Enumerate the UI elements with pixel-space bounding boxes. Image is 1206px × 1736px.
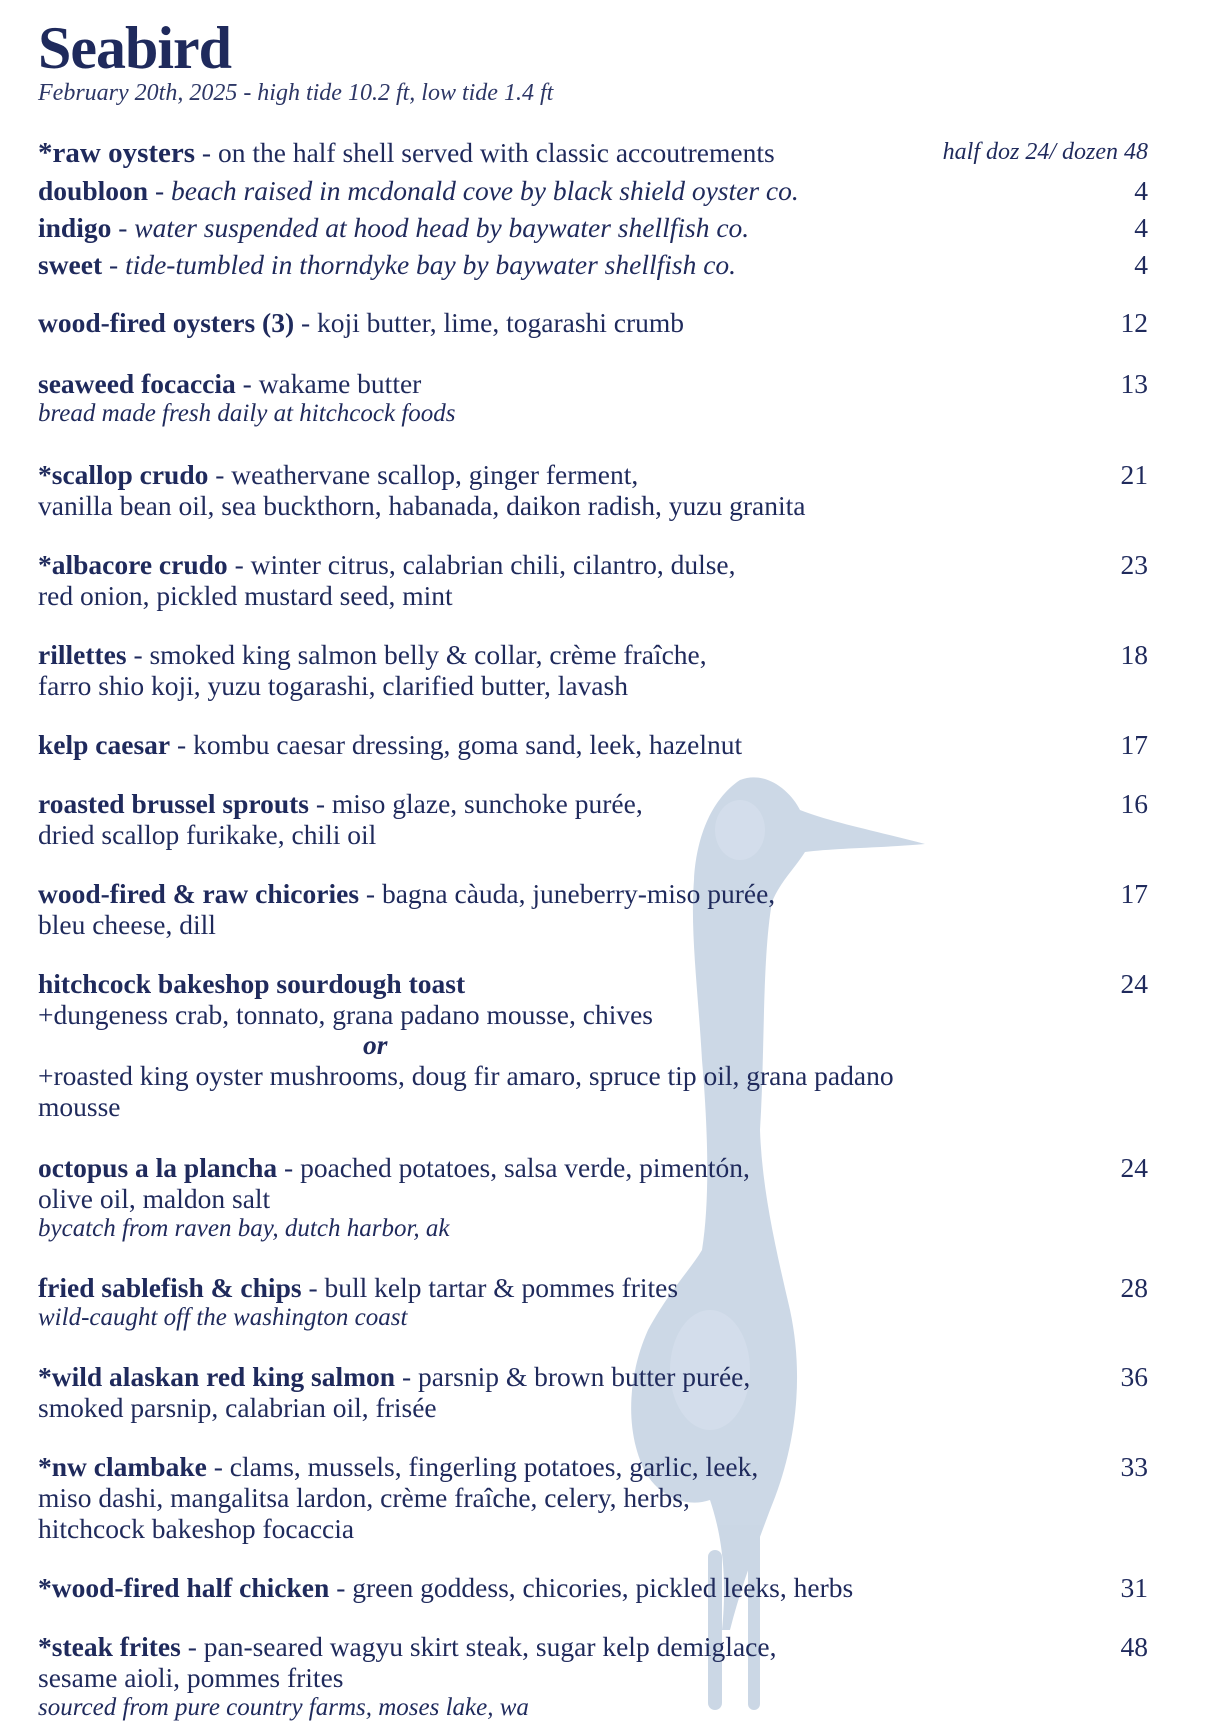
item-separator: -	[126, 639, 150, 670]
item-name: *wild alaskan red king salmon	[38, 1361, 396, 1392]
item-price: 24	[1120, 968, 1148, 999]
item-separator: -	[111, 212, 135, 243]
toast-option-1: +dungeness crab, tonnato, grana padano mousse, chives	[38, 999, 653, 1030]
item-description: koji butter, lime, togarashi crumb	[317, 307, 685, 338]
item-price: half doz 24/ dozen 48	[942, 139, 1148, 165]
item-name: octopus a la plancha	[38, 1152, 278, 1183]
menu-item	[38, 788, 1148, 850]
item-separator: -	[195, 137, 218, 168]
item-description: miso glaze, sunchoke purée,	[331, 788, 643, 819]
oyster-variety-row	[38, 209, 1148, 246]
item-description-cont: smoked parsnip, calabrian oil, frisée	[38, 1392, 437, 1423]
item-separator: -	[148, 175, 171, 206]
item-description: green goddess, chicories, pickled leeks, herbs	[352, 1572, 854, 1603]
menu-item	[38, 639, 1148, 701]
menu-item	[38, 307, 1148, 338]
item-separator: -	[180, 1631, 204, 1662]
menu-item	[38, 729, 1148, 760]
item-description-cont: vanilla bean oil, sea buckthorn, habanada, daikon radish, yuzu granita	[38, 490, 806, 521]
item-price: 21	[1120, 459, 1148, 490]
toast-option-2: +roasted king oyster mushrooms, doug fir amaro, spruce tip oil, grana padano	[38, 1060, 894, 1091]
item-note: bread made fresh daily at hitchcock foods	[38, 400, 456, 427]
menu-content	[38, 16, 1148, 1723]
item-description: wakame butter	[258, 368, 422, 399]
item-name: doubloon	[38, 175, 149, 206]
item-name: *scallop crudo	[38, 459, 209, 490]
toast-or-divider: or	[363, 1029, 388, 1060]
item-price: 12	[1120, 307, 1148, 338]
item-separator: -	[208, 459, 232, 490]
item-note: sourced from pure country farms, moses lake, wa	[38, 1694, 529, 1721]
item-price: 31	[1120, 1572, 1148, 1603]
item-description: beach raised in mcdonald cove by black shield oyster co.	[171, 175, 799, 206]
item-separator: -	[329, 1572, 353, 1603]
item-separator: -	[301, 1272, 325, 1303]
item-description-cont: hitchcock bakeshop focaccia	[38, 1513, 355, 1544]
item-name: fried sablefish & chips	[38, 1272, 302, 1303]
item-price: 28	[1120, 1272, 1148, 1303]
item-separator: -	[395, 1361, 419, 1392]
menu-item	[38, 878, 1148, 940]
item-price: 23	[1120, 549, 1148, 580]
item-price: 18	[1120, 639, 1148, 670]
item-description: on the half shell served with classic accoutrements	[217, 137, 775, 168]
raw-oysters-row	[38, 134, 1148, 172]
item-name: *nw clambake	[38, 1451, 207, 1482]
item-name: indigo	[38, 212, 112, 243]
item-description: parsnip & brown butter purée,	[418, 1361, 751, 1392]
item-note: wild-caught off the washington coast	[38, 1304, 408, 1331]
menu-item	[38, 1272, 1148, 1333]
item-name: *steak frites	[38, 1631, 181, 1662]
item-name: *raw oysters	[38, 137, 196, 169]
menu-item-toast	[38, 968, 1148, 1122]
item-description: clams, mussels, fingerling potatoes, garlic, leek,	[229, 1451, 759, 1482]
item-name: rillettes	[38, 639, 127, 670]
item-separator: -	[308, 788, 332, 819]
item-description-cont: dried scallop furikake, chili oil	[38, 819, 377, 850]
item-name: sweet	[38, 249, 103, 280]
item-description: winter citrus, calabrian chili, cilantro, dulse,	[250, 549, 736, 580]
item-separator: -	[235, 368, 259, 399]
item-name: wood-fired oysters (3)	[38, 307, 295, 338]
item-description: tide-tumbled in thorndyke bay by baywater shellfish co.	[125, 249, 737, 280]
item-description: poached potatoes, salsa verde, pimentón,	[300, 1152, 750, 1183]
menu-item	[38, 1451, 1148, 1544]
item-description: bull kelp tartar & pommes frites	[324, 1272, 679, 1303]
menu-item	[38, 1631, 1148, 1723]
item-description: weathervane scallop, ginger ferment,	[231, 459, 639, 490]
toast-option-2-cont: mousse	[38, 1091, 121, 1122]
item-price: 4	[1134, 249, 1148, 280]
item-description: pan-seared wagyu skirt steak, sugar kelp demiglace,	[203, 1631, 777, 1662]
item-price: 24	[1120, 1152, 1148, 1183]
item-note: bycatch from raven bay, dutch harbor, ak	[38, 1215, 450, 1242]
item-name: *albacore crudo	[38, 549, 228, 580]
item-price: 13	[1120, 368, 1148, 399]
item-description-cont: red onion, pickled mustard seed, mint	[38, 580, 453, 611]
item-description: water suspended at hood head by baywater shellfish co.	[134, 212, 750, 243]
item-description: bagna càuda, juneberry-miso purée,	[381, 878, 776, 909]
item-price: 4	[1134, 175, 1148, 206]
item-separator: -	[227, 549, 251, 580]
date-tide-subtitle: February 20th, 2025 - high tide 10.2 ft, low tide 1.4 ft	[38, 80, 554, 106]
item-separator: -	[294, 307, 318, 338]
item-description: kombu caesar dressing, goma sand, leek, hazelnut	[193, 729, 743, 760]
item-separator: -	[359, 878, 382, 909]
item-separator: -	[170, 729, 194, 760]
item-name: wood-fired & raw chicories	[38, 878, 360, 909]
item-description-cont: farro shio koji, yuzu togarashi, clarified butter, lavash	[38, 670, 628, 701]
item-price: 17	[1120, 878, 1148, 909]
menu-item	[38, 549, 1148, 611]
item-description: smoked king salmon belly & collar, crème fraîche,	[149, 639, 707, 670]
menu-item	[38, 1152, 1148, 1244]
item-description-cont: bleu cheese, dill	[38, 909, 216, 940]
item-description-cont: sesame aioli, pommes frites	[38, 1662, 344, 1693]
item-price: 4	[1134, 212, 1148, 243]
item-name: seaweed focaccia	[38, 368, 236, 399]
item-price: 48	[1120, 1631, 1148, 1662]
restaurant-title: Seabird	[38, 15, 232, 81]
item-name: hitchcock bakeshop sourdough toast	[38, 968, 466, 999]
item-price: 36	[1120, 1361, 1148, 1392]
item-separator: -	[277, 1152, 301, 1183]
menu-item	[38, 459, 1148, 521]
item-description-cont: miso dashi, mangalitsa lardon, crème fraîche, celery, herbs,	[38, 1482, 690, 1513]
item-description-cont: olive oil, maldon salt	[38, 1183, 271, 1214]
menu-item	[38, 1572, 1148, 1603]
item-name: kelp caesar	[38, 729, 171, 760]
item-price: 16	[1120, 788, 1148, 819]
item-name: *wood-fired half chicken	[38, 1572, 330, 1603]
item-price: 17	[1120, 729, 1148, 760]
menu-item	[38, 1361, 1148, 1423]
item-separator: -	[206, 1451, 230, 1482]
oyster-variety-row	[38, 172, 1148, 209]
menu-item	[38, 368, 1148, 429]
item-name: roasted brussel sprouts	[38, 788, 309, 819]
oyster-variety-row	[38, 246, 1148, 283]
item-price: 33	[1120, 1451, 1148, 1482]
item-separator: -	[102, 249, 126, 280]
